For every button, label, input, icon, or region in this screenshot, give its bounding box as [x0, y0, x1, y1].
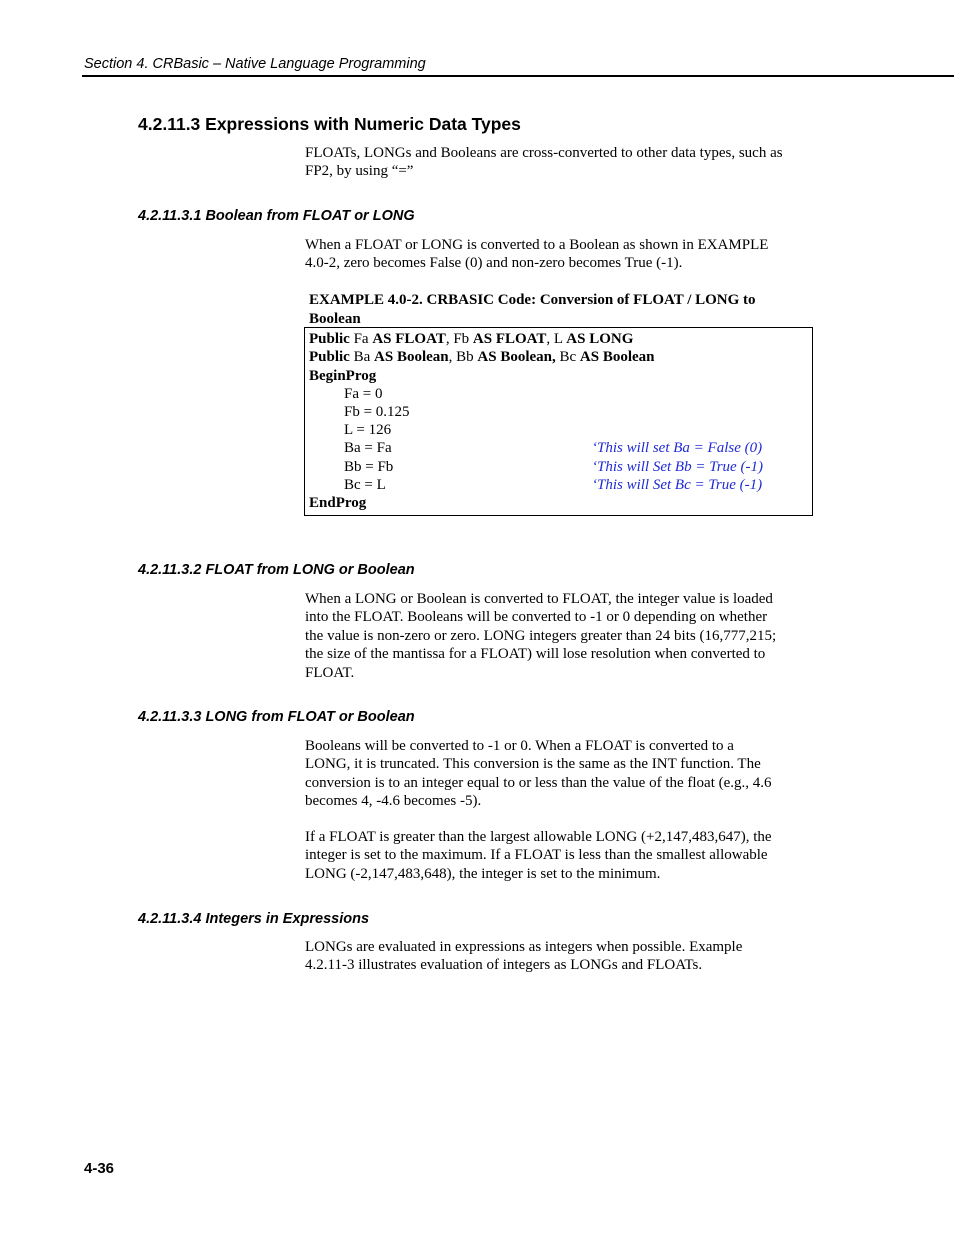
code-line-public-2: Public Ba AS Boolean, Bb AS Boolean, Bc AS Boolean	[309, 349, 655, 365]
code-comment: ‘This will Set Bc = True (-1)	[592, 477, 763, 493]
text-line: becomes 4, -4.6 becomes -5).	[305, 793, 482, 810]
text-line: LONG, it is truncated. This conversion is the same as the INT function. The	[305, 756, 761, 773]
text-line: the size of the mantissa for a FLOAT) will lose resolution when converted to	[305, 646, 766, 663]
code-listing	[304, 327, 813, 516]
text-line: into the FLOAT. Booleans will be converted to -1 or 0 depending on whether	[305, 609, 768, 626]
subsection-1-text	[305, 236, 810, 273]
code-line-beginprog: BeginProg	[309, 368, 377, 384]
code-statement: Fa = 0	[344, 386, 383, 402]
text-line: 4.2.11-3 illustrates evaluation of integers as LONGs and FLOATs.	[305, 957, 703, 974]
header-rule	[82, 75, 954, 77]
text-line: 4.0-2, zero becomes False (0) and non-zero becomes True (-1).	[305, 255, 683, 272]
code-comment: ‘This will set Ba = False (0)	[592, 440, 763, 456]
example-caption	[309, 291, 804, 329]
text-line: LONG (-2,147,483,648), the integer is set to the minimum.	[305, 865, 661, 882]
subsection-heading-4: 4.2.11.3.4 Integers in Expressions	[138, 911, 370, 927]
code-statement: Ba = Fa	[344, 440, 392, 456]
text-line: If a FLOAT is greater than the largest allowable LONG (+2,147,483,647), the	[305, 829, 772, 845]
subsection-4-text	[305, 938, 810, 975]
code-statement: L = 126	[344, 422, 392, 438]
subsection-3-para-2	[305, 828, 810, 883]
text-line: When a FLOAT or LONG is converted to a Boolean as shown in EXAMPLE	[305, 237, 769, 253]
code-statement: Fb = 0.125	[344, 404, 410, 420]
caption-line: Boolean	[309, 311, 361, 327]
code-comment: ‘This will Set Bb = True (-1)	[592, 459, 763, 475]
subsection-heading-1: 4.2.11.3.1 Boolean from FLOAT or LONG	[138, 208, 415, 224]
subsection-2-text	[305, 590, 810, 682]
caption-line: EXAMPLE 4.0-2. CRBASIC Code: Conversion of FLOAT / LONG to	[309, 292, 756, 308]
code-statement: Bb = Fb	[344, 459, 394, 475]
section-intro	[305, 144, 810, 181]
subsection-heading-2: 4.2.11.3.2 FLOAT from LONG or Boolean	[138, 562, 415, 578]
text-line: the value is non-zero or zero. LONG integers greater than 24 bits (16,777,215;	[305, 627, 777, 644]
page-number: 4-36	[84, 1160, 115, 1177]
running-header: Section 4. CRBasic – Native Language Programming	[84, 56, 426, 72]
text-line: Booleans will be converted to -1 or 0. When a FLOAT is converted to a	[305, 738, 734, 754]
subsection-heading-3: 4.2.11.3.3 LONG from FLOAT or Boolean	[138, 709, 415, 725]
text-line: FLOAT.	[305, 664, 355, 681]
text-line: LONGs are evaluated in expressions as integers when possible. Example	[305, 939, 743, 955]
subsection-3-para-1	[305, 737, 810, 811]
code-line-endprog: EndProg	[309, 495, 367, 511]
text-line: When a LONG or Boolean is converted to FLOAT, the integer value is loaded	[305, 591, 773, 607]
intro-line: FP2, by using “=”	[305, 163, 414, 180]
section-heading: 4.2.11.3 Expressions with Numeric Data Types	[138, 114, 521, 134]
text-line: integer is set to the maximum. If a FLOAT is less than the smallest allowable	[305, 847, 768, 864]
intro-line: FLOATs, LONGs and Booleans are cross-converted to other data types, such as	[305, 145, 783, 161]
text-line: conversion is to an integer equal to or less than the value of the float (e.g., 4.6	[305, 774, 772, 791]
code-line-public-1: Public Fa AS FLOAT, Fb AS FLOAT, L AS LONG	[309, 331, 634, 347]
code-statement: Bc = L	[344, 477, 386, 493]
